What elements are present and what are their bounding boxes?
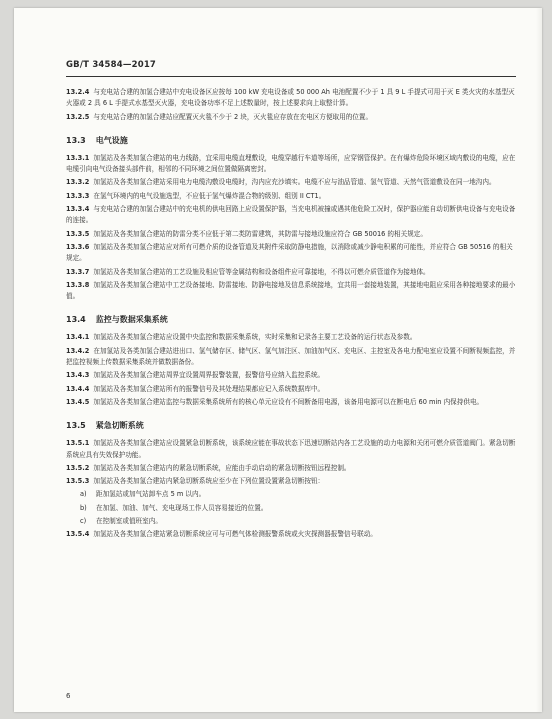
list-item — [80, 503, 516, 514]
section-title: 监控与数据采集系统 — [95, 315, 168, 325]
clause-text: 加氢站及各类加氢合建站内的紧急切断系统，应能由手动启动的紧急切断按钮远程控制。 — [93, 463, 351, 472]
clause — [66, 438, 516, 461]
clause-number: 13.2.5 — [66, 112, 90, 121]
clause-number: 13.5.1 — [66, 439, 90, 448]
clause-number: 13.3.1 — [66, 153, 90, 162]
clauses-container — [66, 87, 516, 541]
section-number: 13.3 — [66, 135, 86, 145]
list-text: 距加氢站或加气站卸车点 5 m 以内。 — [96, 490, 206, 499]
clause-number: 13.5.2 — [66, 463, 90, 472]
section-heading — [66, 420, 516, 431]
clause — [66, 476, 516, 487]
clause-number: 13.3.7 — [66, 267, 90, 276]
page-content — [66, 60, 516, 543]
clause-text: 加氢站及各类加氢合建站应对所有可燃介质的设备管道及其附件采取防静电措施，以消除或减少静电积累的可能性，并应符合 GB 50516 的相关规定。 — [66, 242, 513, 263]
clause-text: 加氢站及各类加氢合建站的防雷分类不应低于第二类防雷建筑，其防雷与接地设施应符合 GB 50016 的相关规定。 — [93, 229, 427, 238]
clause — [66, 370, 516, 381]
clause-number: 13.2.4 — [66, 88, 90, 96]
clause-text: 加氢站及各类加氢合建站内紧急切断系统应至少在下列位置设置紧急切断按钮： — [93, 477, 325, 486]
clause-number: 13.3.8 — [66, 280, 90, 289]
standard-code-header: GB/T 34584—2017 — [66, 60, 157, 70]
clause — [66, 529, 516, 540]
list-item — [80, 489, 516, 500]
clause-number: 13.4.4 — [66, 384, 90, 393]
clause — [66, 177, 516, 188]
clause — [66, 87, 516, 110]
section-title: 电气设施 — [95, 135, 128, 145]
section-title: 紧急切断系统 — [95, 421, 144, 431]
clause — [66, 112, 516, 123]
clause-number: 13.3.5 — [66, 229, 90, 238]
section-heading — [66, 135, 516, 146]
clause-text: 加氢站及各类加氢合建站应设置紧急切断系统，该系统应能在事故状态下迅速切断站内各工艺设施的动力电源和关闭可燃介质管道阀门。紧急切断系统应具有失效保护功能。 — [66, 439, 516, 459]
document-page — [14, 8, 542, 712]
clause-number: 13.5.4 — [66, 530, 90, 539]
clause-number: 13.4.3 — [66, 371, 90, 380]
clause-text: 加氢站及各类加氢合建站紧急切断系统应可与可燃气体检测报警系统或火灾探测器报警信号联动。 — [93, 530, 377, 539]
clause-text: 在加氢站及各类加氢合建站进出口、氢气储存区、储气区、氢气加注区、加油加气区、充电区、主控室及各电力配电室应设置不间断视频监控，并把监控视频上传数据采集系统并做数据备份。 — [66, 346, 516, 367]
clause — [66, 384, 516, 395]
clause-number: 13.3.4 — [66, 205, 90, 214]
clause-text: 在氢气环境内的电气设施选型，不应低于氢气爆炸混合物的级别、组别 II CT1。 — [93, 191, 326, 200]
clause — [66, 191, 516, 202]
clause-text: 加氢站及各类加氢合建站中工艺设备接地、防雷接地、防静电接地及信息系统接地，宜共用一套接地装置，其接地电阻应采用各种接地要求的最小值。 — [66, 280, 516, 301]
list-text: 在控制室或值班室内。 — [96, 517, 162, 526]
clause — [66, 204, 516, 227]
clause — [66, 242, 516, 265]
page-number: 6 — [66, 692, 71, 700]
section-number: 13.4 — [66, 315, 86, 325]
clause — [66, 267, 516, 278]
list-item — [80, 516, 516, 527]
clause — [66, 346, 516, 369]
clause-text: 加氢站及各类加氢合建站采用电力电缆沟敷设电缆时，沟内应充沙填实。电缆不应与油品管道、氢气管道、天然气管道敷设在同一地沟内。 — [93, 178, 496, 187]
clause — [66, 229, 516, 240]
clause-number: 13.4.1 — [66, 333, 90, 342]
clause-number: 13.4.2 — [66, 346, 90, 355]
clause-text: 加氢站及各类加氢合建站周界宜设置周界报警装置，报警信号应纳入监控系统。 — [93, 371, 325, 380]
list-marker: c) — [80, 517, 87, 526]
clause — [66, 463, 516, 474]
clause-text: 与充电站合建的加氢合建站中充电设备区应按每 100 kW 充电设备或 50 000 Ah 电池配置不少于 1 具 9 L 手提式可用于灭 E 类火灾的水基型灭火器或 2 具 6 L 手提式水基型灭火器，充电设备功率不足上述数量时，按上述要求向上取整计算。 — [66, 88, 515, 108]
clause-number: 13.3.2 — [66, 178, 90, 187]
clause-text: 加氢站及各类加氢合建站的电力线路，宜采用电缆直埋敷设，电缆穿越行车道等场所，应穿钢管保护。在有爆炸危险环境区域内敷设的电缆，应在电缆引向电气设备接头部件前，相邻的不同环境之间位置做隔离密封。 — [66, 153, 516, 174]
clause-text: 加氢站及各类加氢合建站应设置中央监控和数据采集系统，实时采集和记录各主要工艺设备的运行状态及参数。 — [93, 333, 417, 342]
section-number: 13.5 — [66, 421, 86, 431]
list-text: 在加氢、加油、加气、充电现场工作人员容易接近的位置。 — [96, 503, 268, 512]
clause — [66, 332, 516, 343]
clause — [66, 397, 516, 408]
clause-number: 13.4.5 — [66, 397, 90, 406]
clause — [66, 280, 516, 303]
clause-number: 13.3.3 — [66, 191, 90, 200]
clause-text: 加氢站及各类加氢合建站的工艺设施及相应管等金属结构和设备组件应可靠接地，不得以可燃介质管道作为接地体。 — [93, 267, 430, 276]
section-heading — [66, 314, 516, 325]
clause-text: 加氢站及各类加氢合建站监控与数据采集系统所有的核心单元应设有不间断备用电源，该备用电源可以在断电后 60 min 内保持供电。 — [93, 397, 484, 406]
clause-text: 加氢站及各类加氢合建站所有的报警信号及其处理结果都应记入系统数据库中。 — [93, 384, 325, 393]
list-marker: a) — [80, 490, 87, 499]
clause-number: 13.3.6 — [66, 242, 90, 251]
clause-number: 13.5.3 — [66, 477, 90, 486]
clause-text: 与充电站合建的加氢合建站中的充电机的供电回路上应设置保护器，当充电机被撞或遇其他危险工况时，保护器应能自动切断供电设备与充电设备的连接。 — [66, 205, 516, 225]
page-edge-shadow — [536, 8, 542, 712]
header-rule — [66, 76, 516, 77]
clause-text: 与充电站合建的加氢合建站应配置灭火毯不少于 2 块，灭火毯应存放在充电区方便取用的位置。 — [93, 112, 373, 121]
clause — [66, 153, 516, 176]
list-marker: b) — [80, 503, 87, 512]
